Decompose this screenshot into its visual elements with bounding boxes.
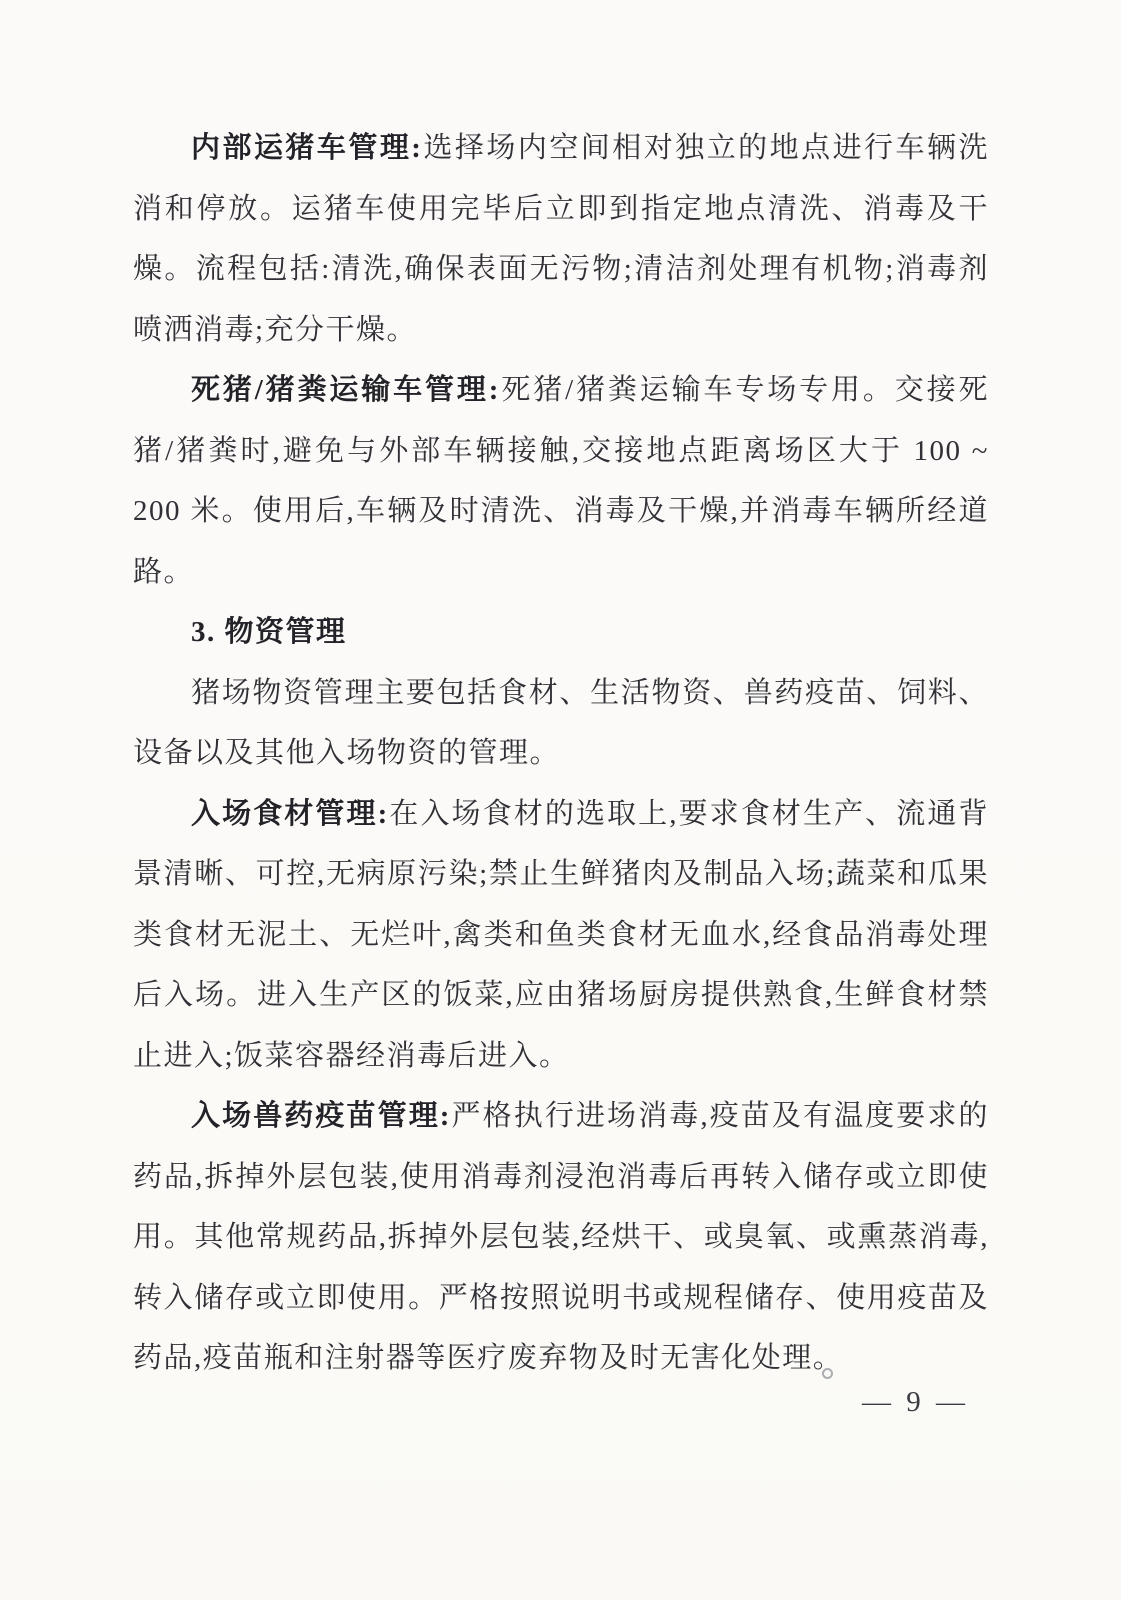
paragraph-text-food-material: 在入场食材的选取上,要求食材生产、流通背景清晰、可控,无病原污染;禁止生鲜猪肉及制品入场;蔬菜和瓜果类食材无泥土、无烂叶,禽类和鱼类食材无血水,经食品消毒处理后入场。进入生产区的饭菜,应由猪场厨房提供熟食,生鲜食材禁止进入;饭菜容器经消毒后进入。 (133, 797, 989, 1072)
paragraph-vet-drug-vaccine-management (133, 1086, 989, 1389)
paragraph-text-dead-pig-manure-truck: 死猪/猪粪运输车专场专用。交接死猪/猪粪时,避免与外部车辆接触,交接地点距离场区大于 100 ~ 200 米。使用后,车辆及时清洗、消毒及干燥,并消毒车辆所经道路。 (133, 374, 989, 588)
scan-artifact-dot (822, 1368, 833, 1379)
paragraph-text-vet-drug-vaccine: 严格执行进场消毒,疫苗及有温度要求的药品,拆掉外层包装,使用消毒剂浸泡消毒后再转入储存或立即使用。其他常规药品,拆掉外层包装,经烘干、或臭氧、或熏蒸消毒,转入储存或立即使用。严格按照说明书或规程储存、使用疫苗及药品,疫苗瓶和注射器等医疗废弃物及时无害化处理。 (133, 1100, 989, 1374)
paragraph-internal-pig-truck-management (133, 118, 989, 360)
paragraph-food-material-management (133, 784, 989, 1087)
paragraph-lead-vet-drug-vaccine: 入场兽药疫苗管理: (191, 1100, 451, 1132)
paragraph-lead-internal-pig-truck: 内部运猪车管理: (191, 132, 423, 164)
paragraph-lead-dead-pig-manure-truck: 死猪/猪粪运输车管理: (191, 374, 500, 406)
paragraph-lead-food-material: 入场食材管理: (191, 797, 389, 830)
page-number: — 9 — (862, 1386, 969, 1418)
paragraph-text-internal-pig-truck: 选择场内空间相对独立的地点进行车辆洗消和停放。运猪车使用完毕后立即到指定地点清洗、消毒及干燥。流程包括:清洗,确保表面无污物;清洁剂处理有机物;消毒剂喷洒消毒;充分干燥。 (133, 132, 989, 346)
paragraph-materials-overview (133, 663, 989, 784)
document-body (133, 118, 989, 1389)
section-heading-materials-management: 3. 物资管理 (191, 616, 347, 648)
paragraph-dead-pig-manure-truck-management (133, 360, 989, 602)
paragraph-text-materials-overview: 猪场物资管理主要包括食材、生活物资、兽药疫苗、饲料、设备以及其他入场物资的管理。 (133, 676, 989, 769)
